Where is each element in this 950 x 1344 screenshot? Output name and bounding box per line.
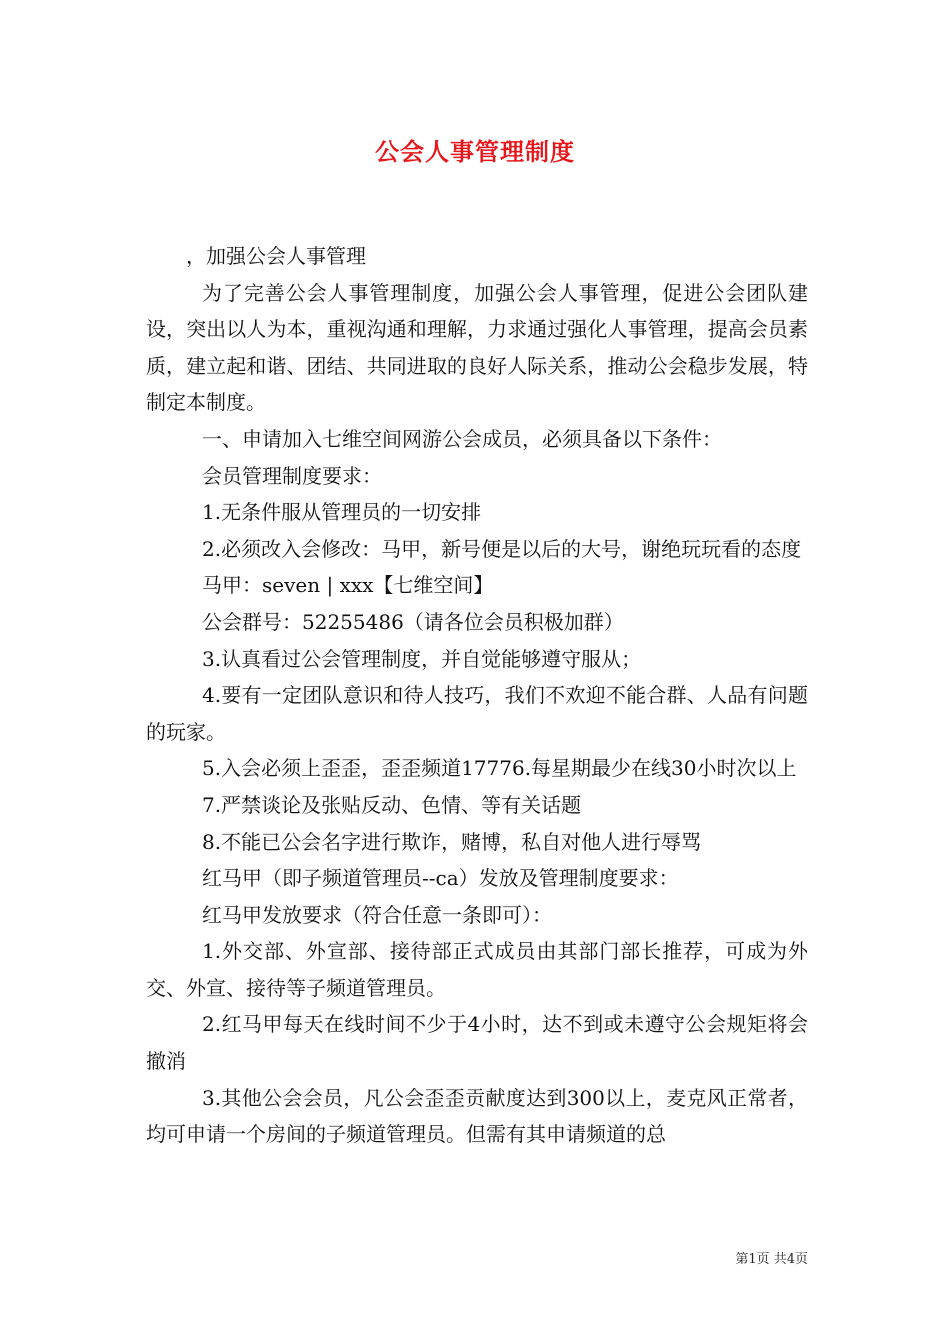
page-number: 第1页 共4页 — [735, 1252, 808, 1267]
paragraph-red-vest-requirements: 红马甲发放要求（符合任意一条即可）： — [202, 902, 552, 927]
paragraph-red-vest-heading: 红马甲（即子频道管理员--ca）发放及管理制度要求： — [202, 866, 679, 891]
paragraph-purpose: 为了完善公会人事管理制度，加强公会人事管理，促进公会团队建设，突出以人为本，重视沟通和理解，力求通过强化人事管理，提高会员素质，建立起和谐、团结、共同进取的良好人际关系，推动公会稳步发展，特制定本制度。 — [146, 280, 808, 415]
paragraph-section-one: 一、申请加入七维空间网游公会成员，必须具备以下条件： — [202, 426, 722, 451]
paragraph-rule-2: 2.必须改入会修改：马甲，新号便是以后的大号，谢绝玩玩看的态度 — [202, 536, 802, 561]
paragraph-rule-3: 3.认真看过公会管理制度，并自觉能够遵守服从； — [202, 646, 642, 671]
paragraph-rule-4: 4.要有一定团队意识和待人技巧，我们不欢迎不能合群、人品有问题的玩家。 — [146, 683, 808, 744]
paragraph-red-vest-3: 3.其他公会会员，凡公会歪歪贡献度达到300以上，麦克风正常者，均可申请一个房间的子频道管理员。但需有其申请频道的总 — [146, 1085, 808, 1147]
paragraph-vest-format: 马甲：seven | xxx【七维空间】 — [202, 573, 494, 598]
paragraph-group-number: 公会群号：52255486（请各位会员积极加群） — [202, 609, 624, 634]
paragraph-rule-1: 1.无条件服从管理员的一切安排 — [202, 500, 482, 525]
paragraph-rule-8: 8.不能已公会名字进行欺诈，赌博，私自对他人进行辱骂 — [202, 829, 702, 854]
document-title: 公会人事管理制度 — [375, 137, 575, 166]
paragraph-rule-5: 5.入会必须上歪歪，歪歪频道17776.每星期最少在线30小时次以上 — [202, 756, 797, 781]
paragraph-red-vest-2: 2.红马甲每天在线时间不少于4小时，达不到或未遵守公会规矩将会撤消 — [146, 1012, 808, 1074]
document-body — [146, 238, 808, 1153]
paragraph-rule-7: 7.严禁谈论及张贴反动、色情、等有关话题 — [202, 792, 582, 817]
paragraph-member-rules-heading: 会员管理制度要求： — [202, 463, 382, 488]
paragraph-intro: ，加强公会人事管理 — [186, 244, 366, 268]
paragraph-red-vest-1: 1.外交部、外宣部、接待部正式成员由其部门部长推荐，可成为外交、外宣、接待等子频道管理员。 — [146, 939, 808, 1000]
